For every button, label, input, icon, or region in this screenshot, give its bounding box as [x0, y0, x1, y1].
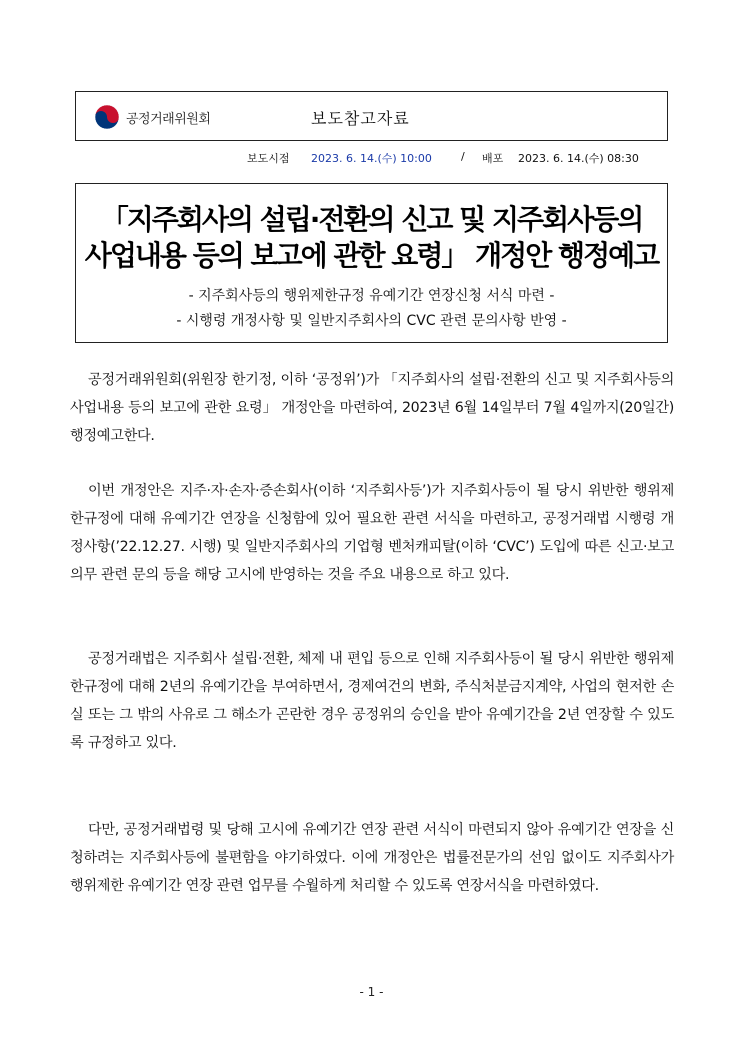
title-line-1: 「지주회사의 설립·전환의 신고 및 지주회사등의 — [100, 203, 643, 236]
title-box — [75, 183, 668, 343]
distribution-value: 2023. 6. 14.(수) 08:30 — [518, 152, 639, 165]
paragraph-4-text: 다만, 공정거래법령 및 당해 고시에 유예기간 연장 관련 서식이 마련되지 않아 유예기간 연장을 신청하려는 지주회사등에 불편함을 야기하였다. 이에 개정안은 법률전문가의 선임 없이도 지주회사가 행위제한 유예기간 연장 관련 업무를 수월하게 처리할 수 있도록 연장서식을 마련하였다. — [70, 822, 674, 894]
release-time-value: 2023. 6. 14.(수) 10:00 — [311, 152, 432, 165]
org-name: 공정거래위원회 — [126, 111, 211, 127]
subtitle-line-2: - 시행령 개정사항 및 일반지주회사의 CVC 관련 문의사항 반영 - — [176, 313, 567, 329]
release-info — [75, 150, 668, 168]
release-time-label: 보도시점 — [247, 152, 290, 165]
taegeuk-logo-icon — [94, 104, 120, 130]
release-separator: / — [461, 150, 465, 163]
paragraph-2-text: 이번 개정안은 지주·자·손자·증손회사(이하 ‘지주회사등’)가 지주회사등이 될 당시 위반한 행위제한규정에 대해 유예기간 연장을 신청함에 있어 필요한 관련 서식을 마련하고, 공정거래법 시행령 개정사항(’22.12.27. 시행) 및 일반지주회사의 기업형 벤처캐피탈(이하 ‘CVC’) 도입에 따른 신고·보고의무 관련 문의 등을 해당 고시에 반영하는 것을 주요 내용으로 하고 있다. — [70, 483, 674, 583]
paragraph-1 — [70, 366, 674, 450]
paragraph-4 — [70, 816, 674, 900]
paragraph-3 — [70, 645, 674, 757]
header-box — [75, 91, 668, 141]
doc-type-label: 보도참고자료 — [311, 109, 410, 128]
subtitle-line-1: - 지주회사등의 행위제한규정 유예기간 연장신청 서식 마련 - — [188, 288, 555, 304]
paragraph-3-text: 공정거래법은 지주회사 설립·전환, 체제 내 편입 등으로 인해 지주회사등이 될 당시 위반한 행위제한규정에 대해 2년의 유예기간을 부여하면서, 경제여건의 변화, 주식처분금지계약, 사업의 현저한 손실 또는 그 밖의 사유로 그 해소가 곤란한 경우 공정위의 승인을 받아 유예기간을 2년 연장할 수 있도록 규정하고 있다. — [70, 651, 674, 751]
org-logo — [94, 104, 210, 130]
distribution-label: 배포 — [482, 152, 504, 165]
paragraph-2 — [70, 477, 674, 589]
paragraph-1-text: 공정거래위원회(위원장 한기정, 이하 ‘공정위’)가 「지주회사의 설립·전환의 신고 및 지주회사등의 사업내용 등의 보고에 관한 요령」 개정안을 마련하여, 2023년 6월 14일부터 7월 4일까지(20일간) 행정예고한다. — [70, 372, 674, 444]
title-line-2: 사업내용 등의 보고에 관한 요령」 개정안 행정예고 — [84, 239, 659, 272]
page-number: - 1 - — [359, 985, 384, 999]
